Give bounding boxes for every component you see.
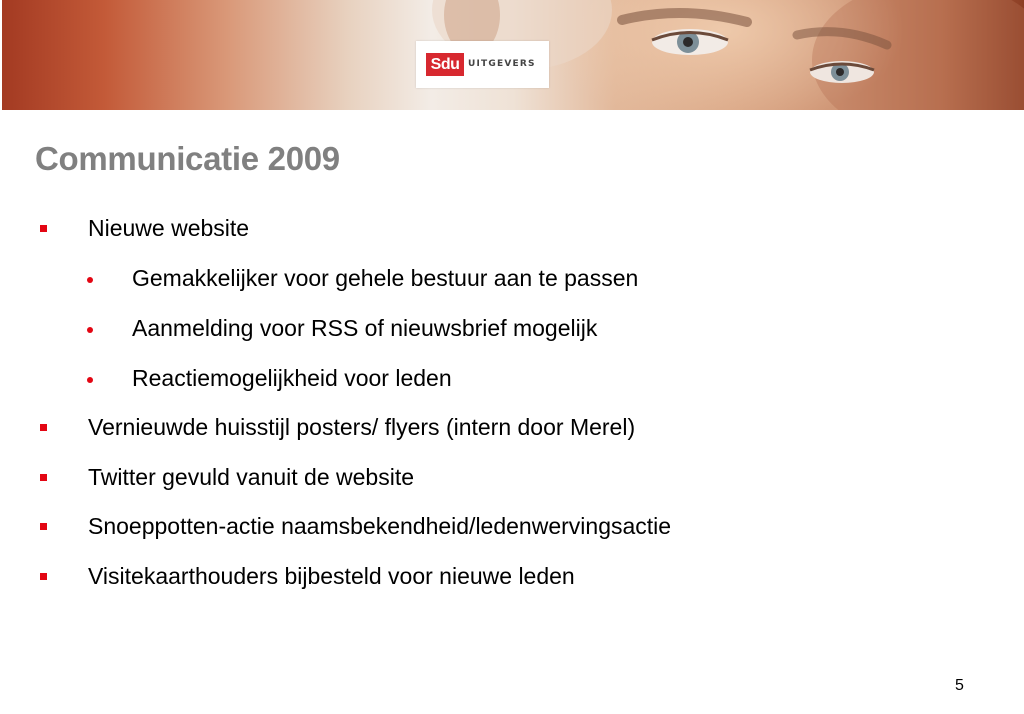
sub-bullet-item: Gemakkelijker voor gehele bestuur aan te passen bbox=[132, 265, 639, 291]
bullet-square-icon bbox=[40, 573, 47, 580]
bullet-square-icon bbox=[40, 424, 47, 431]
bullet-dot-icon bbox=[87, 277, 93, 283]
logo-word: UITGEVERS bbox=[468, 59, 536, 69]
bullet-square-icon bbox=[40, 523, 47, 530]
bullet-dot-icon bbox=[87, 327, 93, 333]
page-number: 5 bbox=[955, 677, 964, 694]
bullet-item: Vernieuwde huisstijl posters/ flyers (intern door Merel) bbox=[88, 414, 636, 440]
sub-bullet-item: Reactiemogelijkheid voor leden bbox=[132, 365, 452, 391]
sub-bullet-item: Aanmelding voor RSS of nieuwsbrief mogelijk bbox=[132, 315, 598, 341]
bullet-square-icon bbox=[40, 474, 47, 481]
bullet-item: Nieuwe website bbox=[88, 215, 250, 241]
bullet-square-icon bbox=[40, 225, 47, 232]
logo-mark: Sdu bbox=[426, 53, 464, 76]
bullet-item: Twitter gevuld vanuit de website bbox=[88, 464, 415, 490]
bullet-item: Visitekaarthouders bijbesteld voor nieuwe leden bbox=[88, 563, 575, 589]
slide-title: Communicatie 2009 bbox=[35, 140, 340, 177]
bullet-item: Snoeppotten-actie naamsbekendheid/ledenwervingsactie bbox=[88, 513, 672, 539]
bullet-dot-icon bbox=[87, 377, 93, 383]
